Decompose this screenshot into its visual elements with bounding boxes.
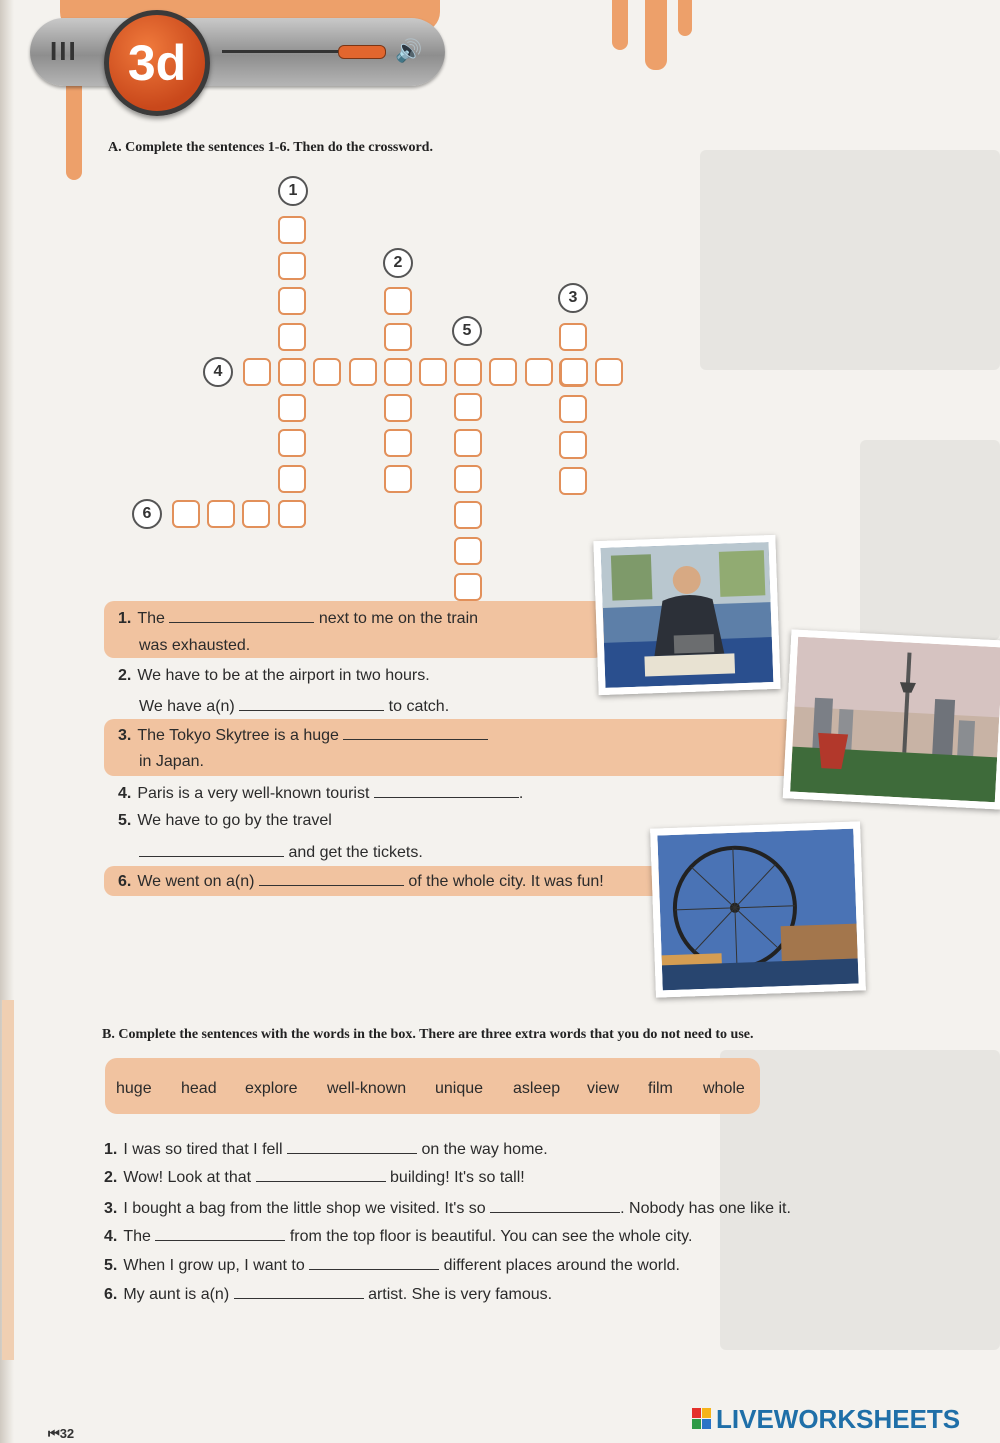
word-box-word: explore — [245, 1080, 298, 1097]
a-sentence-3: 3. The Tokyo Skytree is a huge — [118, 725, 488, 745]
a-sentence-1: 1. The next to me on the train — [118, 610, 479, 627]
b-sentence-2: 2. Wow! Look at that building! It's so tall! — [104, 1169, 525, 1186]
crossword-cell[interactable] — [313, 358, 341, 386]
clue-number-6: 6 — [132, 499, 162, 529]
crossword-cell[interactable] — [454, 429, 482, 457]
crossword-cell[interactable] — [384, 394, 412, 422]
answer-blank[interactable] — [259, 871, 404, 886]
answer-blank[interactable] — [309, 1255, 439, 1270]
crossword-cell[interactable] — [454, 358, 482, 386]
clue-number-1: 1 — [278, 176, 308, 206]
liveworksheets-logo-mark — [692, 1408, 712, 1430]
word-box-word: well-known — [327, 1080, 407, 1097]
crossword-cell[interactable] — [278, 287, 306, 315]
answer-blank[interactable] — [287, 1139, 417, 1154]
crossword-cell[interactable] — [278, 465, 306, 493]
word-box-word: unique — [435, 1080, 484, 1097]
photo-sleeping-passenger — [593, 535, 780, 695]
orange-drip — [612, 0, 628, 50]
a-sentence-5-cont: and get the tickets. — [139, 842, 423, 862]
section-b-instruction: B. Complete the sentences with the words in the box. There are three extra words that you do not need to use. — [102, 1027, 754, 1042]
crossword-cell[interactable] — [559, 431, 587, 459]
crossword-cell[interactable] — [384, 429, 412, 457]
a-sentence-5: 5. We have to go by the travel — [118, 812, 332, 829]
b-sentence-6: 6. My aunt is a(n) artist. She is very famous. — [104, 1286, 553, 1303]
orange-drip — [645, 0, 667, 70]
a-sentence-2: 2. We have to be at the airport in two hours. — [118, 667, 430, 684]
word-box-word: huge — [116, 1080, 152, 1097]
crossword-cell[interactable] — [278, 323, 306, 351]
crossword-cell[interactable] — [207, 500, 235, 528]
orange-drip — [678, 0, 692, 36]
crossword-cell[interactable] — [454, 465, 482, 493]
section-a-instruction: A. Complete the sentences 1-6. Then do the crossword. — [108, 140, 433, 155]
b-sentence-5: 5. When I grow up, I want to different places around the world. — [104, 1257, 680, 1274]
crossword-cell[interactable] — [559, 323, 587, 351]
crossword-cell[interactable] — [172, 500, 200, 528]
liveworksheets-logo: LIVEWORKSHEETS — [716, 1404, 961, 1434]
crossword-cell[interactable] — [278, 500, 306, 528]
answer-blank[interactable] — [169, 608, 314, 623]
crossword-cell[interactable] — [419, 358, 447, 386]
crossword-cell[interactable] — [559, 395, 587, 423]
speaker-icon[interactable]: 🔊 — [395, 38, 423, 63]
answer-blank[interactable] — [139, 842, 284, 857]
bars-icon: III — [50, 36, 78, 66]
crossword-cell[interactable] — [559, 467, 587, 495]
answer-blank[interactable] — [234, 1284, 364, 1299]
audio-slider-knob[interactable] — [338, 45, 386, 59]
crossword-cell[interactable] — [384, 465, 412, 493]
answer-blank[interactable] — [239, 696, 384, 711]
clue-number-2: 2 — [383, 248, 413, 278]
a-sentence-6: 6. We went on a(n) of the whole city. It was fun! — [118, 873, 604, 890]
crossword-cell[interactable] — [278, 429, 306, 457]
crossword-cell[interactable] — [525, 358, 553, 386]
crossword-cell[interactable] — [560, 358, 588, 386]
word-box-word: whole — [703, 1080, 745, 1097]
crossword-cell[interactable] — [454, 537, 482, 565]
answer-blank[interactable] — [343, 725, 488, 740]
crossword-cell[interactable] — [349, 358, 377, 386]
a-sentence-4: 4. Paris is a very well-known tourist . — [118, 785, 524, 802]
crossword-cell[interactable] — [454, 501, 482, 529]
clue-number-4: 4 — [203, 357, 233, 387]
answer-blank[interactable] — [374, 783, 519, 798]
crossword-cell[interactable] — [278, 252, 306, 280]
crossword-cell[interactable] — [489, 358, 517, 386]
photo-tokyo-skyline — [783, 629, 1000, 809]
clue-number-5: 5 — [452, 316, 482, 346]
crossword-cell[interactable] — [243, 358, 271, 386]
answer-blank[interactable] — [155, 1226, 285, 1241]
answer-blank[interactable] — [490, 1198, 620, 1213]
crossword-cell[interactable] — [454, 573, 482, 601]
word-box-word: view — [587, 1080, 620, 1097]
crossword-cell[interactable] — [595, 358, 623, 386]
a-sentence-3-cont: in Japan. — [139, 753, 204, 770]
page-edge-accent — [2, 1000, 14, 1360]
word-box-word: asleep — [513, 1080, 561, 1097]
answer-blank[interactable] — [256, 1167, 386, 1182]
unit-label: 3d — [127, 35, 187, 91]
crossword-cell[interactable] — [384, 287, 412, 315]
crossword-cell[interactable] — [278, 358, 306, 386]
crossword-cell[interactable] — [278, 394, 306, 422]
b-sentence-3: 3. I bought a bag from the little shop we visited. It's so . Nobody has one like it. — [104, 1200, 791, 1217]
a-sentence-2-cont: We have a(n) to catch. — [139, 698, 450, 715]
clue-number-3: 3 — [558, 283, 588, 313]
page-number: ⏮32 — [48, 1426, 75, 1441]
b-sentence-4: 4. The from the top floor is beautiful. You can see the whole city. — [104, 1228, 693, 1245]
unit-badge — [104, 10, 210, 116]
crossword-cell[interactable] — [242, 500, 270, 528]
crossword-cell[interactable] — [384, 358, 412, 386]
word-box-word: film — [648, 1080, 673, 1097]
a-sentence-1-cont: was exhausted. — [139, 637, 251, 654]
crossword-cell[interactable] — [384, 323, 412, 351]
crossword-cell[interactable] — [454, 393, 482, 421]
b-sentence-1: 1. I was so tired that I fell on the way home. — [104, 1141, 548, 1158]
photo-london-eye — [650, 821, 866, 997]
crossword-cell[interactable] — [278, 216, 306, 244]
word-box-word: head — [181, 1080, 217, 1097]
